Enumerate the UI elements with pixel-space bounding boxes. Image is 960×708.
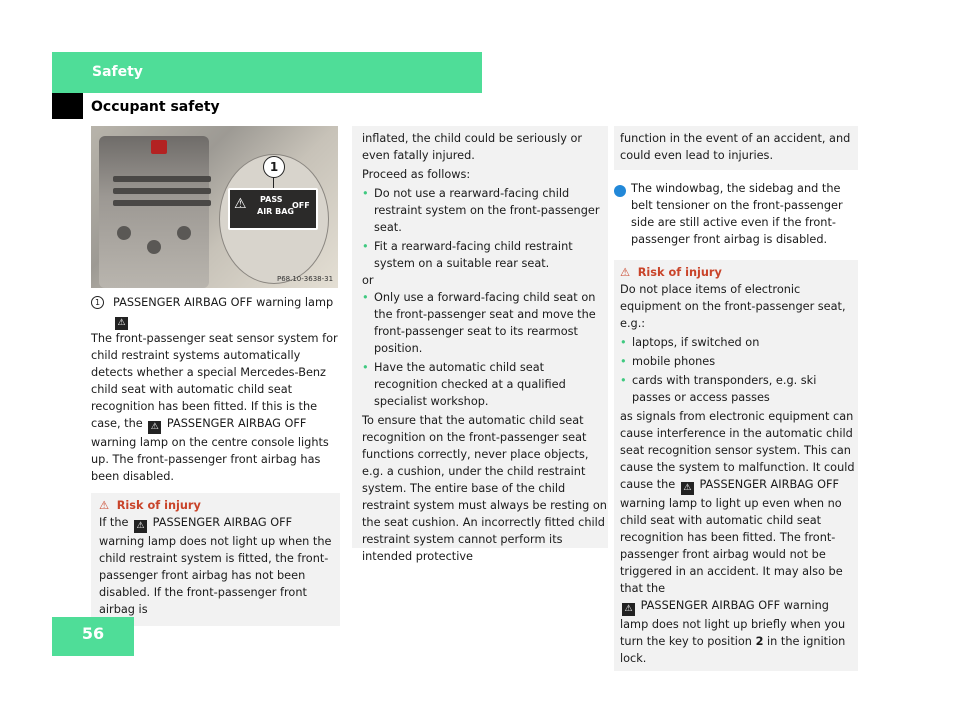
airbag-off-lamp (228, 188, 318, 230)
dash-panel (99, 136, 209, 288)
intro-paragraph (91, 330, 340, 485)
column-3 (609, 126, 858, 671)
caption-number: 1 (91, 296, 104, 309)
section-title: Safety (92, 64, 143, 80)
info-note (609, 180, 858, 248)
warning-text-b: PASSENGER AIRBAG OFF warning lamp does not light up when the child restraint system is fitted, the front-passenger front airbag has not been disabled. If the front-passenger front airbag is (99, 516, 332, 616)
section-marker (52, 93, 83, 119)
vent-slat (113, 188, 211, 194)
column-2 (352, 126, 608, 563)
lamp-airbag-text: AIR BAG (257, 207, 294, 216)
airbag-off-icon: ⚠ (234, 196, 247, 212)
control-knob (117, 226, 131, 240)
page-title: Occupant safety (91, 99, 220, 115)
control-knob (177, 226, 191, 240)
column-1 (91, 294, 340, 626)
airbag-off-icon: ⚠ (622, 603, 635, 616)
intro-text-a: The front-passenger seat sensor system for child restraint systems automatically detects whether a special Mercedes-Benz child seat with automatic child seat recognition has been fitted. If this is the case, the (91, 332, 338, 430)
intro-text-b: PASSENGER AIRBAG OFF warning lamp on the centre console lights up. The front-passenger front airbag has been disabled. (91, 417, 329, 483)
warning-header (620, 264, 858, 281)
warning-text-a: If the (99, 516, 129, 529)
airbag-off-icon: ⚠ (134, 520, 147, 533)
warning-box (614, 260, 858, 671)
lamp-pass-text: PASS (260, 195, 283, 204)
hazard-button (151, 140, 167, 154)
list-item: • Only use a forward-facing child seat on the front-passenger seat and move the front-passenger seat to its rearmost position. (362, 289, 608, 357)
image-code: P68.10-3638-31 (277, 275, 334, 283)
warning-text-b: PASSENGER AIRBAG OFF warning lamp to light up even when no child seat with automatic child seat recognition has been fitted. The front-passenger front airbag would not be triggered in an accident. It may also be that the (620, 478, 843, 595)
callout-number: 1 (263, 156, 285, 178)
lamp-off-text: OFF (292, 201, 310, 210)
warning-text-a: as signals from electronic equipment can cause interference in the automatic child seat recognition sensor system. This can cause the system to malfunction. It could cause the (620, 410, 855, 491)
col2-p3: To ensure that the automatic child seat recognition on the front-passenger seat functions correctly, never place objects, e.g. a cushion, under the child restraint system. The entire base of the child restraint system must always be resting on the seat cushion. An incorrectly fitted child restraint system cannot perform its intended protective (362, 414, 607, 563)
airbag-off-icon: ⚠ (148, 421, 161, 434)
col2-p1: inflated, the child could be seriously or even fatally injured. (362, 132, 583, 162)
list-item: • cards with transponders, e.g. ski passes or access passes (620, 372, 858, 406)
warning-triangle-icon: ⚠ (620, 266, 631, 279)
list-item: • Do not use a rearward-facing child restraint system on the front-passenger seat. (362, 185, 608, 236)
col2-or: or (362, 274, 374, 287)
photo-caption (91, 294, 340, 330)
warning-text-c: PASSENGER AIRBAG OFF warning lamp does not light up briefly when you turn the key to position (620, 599, 846, 648)
key-position: 2 (755, 635, 764, 648)
info-icon: i (614, 185, 626, 197)
list-item: • Have the automatic child seat recognition checked at a qualified specialist workshop. (362, 359, 608, 410)
warning-text: Do not place items of electronic equipment on the front-passenger seat, e.g.: (620, 283, 846, 330)
vent-slat (113, 176, 211, 182)
continued-box (614, 126, 858, 170)
control-knob (147, 240, 161, 254)
console-photo (91, 126, 338, 288)
warning-text (620, 408, 858, 667)
airbag-off-icon: ⚠ (681, 482, 694, 495)
warning-title: Risk of injury (637, 266, 722, 279)
list-item: • laptops, if switched on (620, 334, 858, 351)
warning-header (99, 497, 340, 514)
col2-p2: Proceed as follows: (362, 168, 471, 181)
list-item: • mobile phones (620, 353, 858, 370)
caption-text: PASSENGER AIRBAG OFF warning lamp (113, 296, 334, 309)
page-number: 56 (81, 624, 105, 643)
warning-triangle-icon: ⚠ (99, 499, 110, 512)
warning-box (91, 493, 340, 626)
list-item: • Fit a rearward-facing child restraint system on a suitable rear seat. (362, 238, 608, 272)
col3-p1: function in the event of an accident, and could even lead to injuries. (620, 132, 851, 162)
info-text: The windowbag, the sidebag and the belt tensioner on the front-passenger side are still active even if the front-passenger front airbag is disabled. (631, 182, 843, 246)
warning-text (99, 514, 340, 618)
warning-text-d: in the ignition lock. (620, 635, 846, 665)
airbag-off-icon: ⚠ (115, 317, 128, 330)
vent-slat (113, 200, 211, 206)
warning-title: Risk of injury (116, 499, 201, 512)
